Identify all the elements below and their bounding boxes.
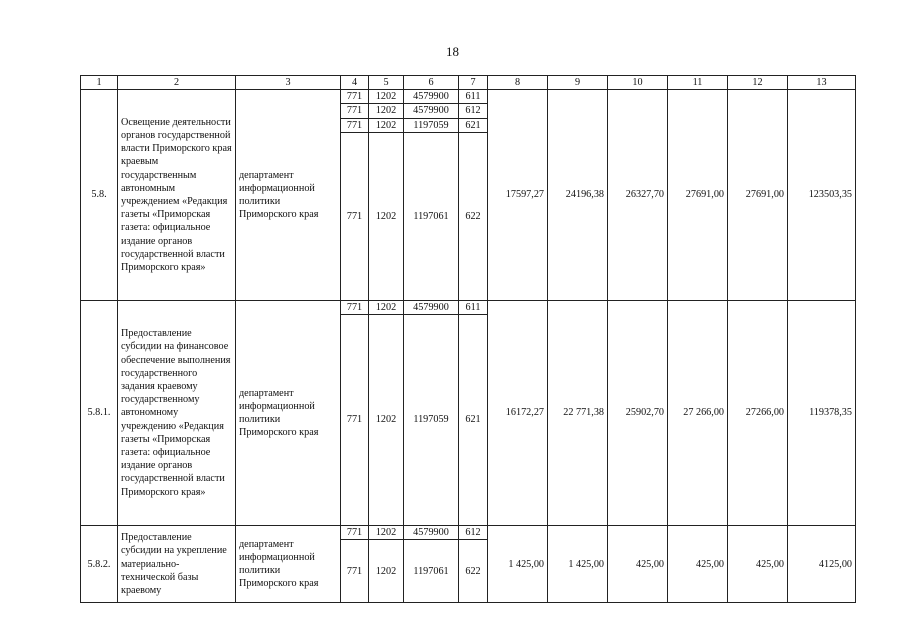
code-cell: 1197061 xyxy=(404,540,459,603)
value-cell: 1 425,00 xyxy=(488,526,548,603)
value-cell: 4125,00 xyxy=(788,526,856,603)
column-header: 1 xyxy=(81,76,118,90)
code-cell: 771 xyxy=(341,104,369,118)
value-cell: 1 425,00 xyxy=(548,526,608,603)
column-header: 12 xyxy=(728,76,788,90)
row-index: 5.8. xyxy=(81,90,118,301)
code-cell: 1202 xyxy=(369,300,404,314)
code-cell: 4579900 xyxy=(404,526,459,540)
row-index: 5.8.2. xyxy=(81,526,118,603)
code-cell: 1202 xyxy=(369,118,404,132)
column-header: 11 xyxy=(668,76,728,90)
value-cell: 26327,70 xyxy=(608,90,668,301)
value-cell: 425,00 xyxy=(608,526,668,603)
column-header: 13 xyxy=(788,76,856,90)
value-cell: 25902,70 xyxy=(608,300,668,525)
code-cell: 4579900 xyxy=(404,300,459,314)
column-header: 6 xyxy=(404,76,459,90)
code-cell: 771 xyxy=(341,540,369,603)
column-header: 2 xyxy=(118,76,236,90)
value-cell: 17597,27 xyxy=(488,90,548,301)
table-row xyxy=(81,90,856,104)
budget-table xyxy=(80,75,856,603)
value-cell: 27691,00 xyxy=(668,90,728,301)
code-cell: 1202 xyxy=(369,315,404,526)
value-cell: 425,00 xyxy=(728,526,788,603)
code-cell: 1197059 xyxy=(404,118,459,132)
code-cell: 611 xyxy=(459,90,488,104)
code-cell: 771 xyxy=(341,526,369,540)
code-cell: 1197061 xyxy=(404,132,459,300)
row-department: департамент информационной политики Приморского края xyxy=(236,526,341,603)
value-cell: 27266,00 xyxy=(728,300,788,525)
row-name: Освещение деятельности органов государственной власти Приморского края краевым государственным автономным учреждением «Редакция газеты «Приморская газета: официальное издание органов государственной власти Приморского края» xyxy=(118,90,236,301)
value-cell: 22 771,38 xyxy=(548,300,608,525)
row-index: 5.8.1. xyxy=(81,300,118,525)
code-cell: 621 xyxy=(459,315,488,526)
code-cell: 1202 xyxy=(369,526,404,540)
code-cell: 1202 xyxy=(369,104,404,118)
code-cell: 1202 xyxy=(369,132,404,300)
code-cell: 4579900 xyxy=(404,104,459,118)
code-cell: 771 xyxy=(341,300,369,314)
value-cell: 27 266,00 xyxy=(668,300,728,525)
code-cell: 611 xyxy=(459,300,488,314)
column-header: 7 xyxy=(459,76,488,90)
value-cell: 123503,35 xyxy=(788,90,856,301)
column-header: 9 xyxy=(548,76,608,90)
code-cell: 771 xyxy=(341,315,369,526)
page-number: 18 xyxy=(446,44,459,59)
value-cell: 119378,35 xyxy=(788,300,856,525)
code-cell: 771 xyxy=(341,90,369,104)
row-department: департамент информационной политики Приморского края xyxy=(236,90,341,301)
code-cell: 612 xyxy=(459,526,488,540)
row-name: Предоставление субсидии на финансовое обеспечение выполнения государственного задания краевому государственному автономному учреждению «Редакция газеты «Приморская газета: официальное издание органов государственной власти Приморского края» xyxy=(118,300,236,525)
code-cell: 622 xyxy=(459,132,488,300)
column-header: 8 xyxy=(488,76,548,90)
code-cell: 622 xyxy=(459,540,488,603)
column-header: 10 xyxy=(608,76,668,90)
value-cell: 16172,27 xyxy=(488,300,548,525)
row-department: департамент информационной политики Приморского края xyxy=(236,300,341,525)
code-cell: 1202 xyxy=(369,90,404,104)
table-row xyxy=(81,300,856,314)
table-header-row xyxy=(81,76,856,90)
code-cell: 612 xyxy=(459,104,488,118)
value-cell: 27691,00 xyxy=(728,90,788,301)
code-cell: 771 xyxy=(341,132,369,300)
value-cell: 24196,38 xyxy=(548,90,608,301)
column-header: 4 xyxy=(341,76,369,90)
code-cell: 771 xyxy=(341,118,369,132)
value-cell: 425,00 xyxy=(668,526,728,603)
code-cell: 1202 xyxy=(369,540,404,603)
table-row xyxy=(81,526,856,540)
column-header: 3 xyxy=(236,76,341,90)
column-header: 5 xyxy=(369,76,404,90)
row-name: Предоставление субсидии на укрепление материально-технической базы краевому xyxy=(118,526,236,603)
code-cell: 4579900 xyxy=(404,90,459,104)
code-cell: 1197059 xyxy=(404,315,459,526)
code-cell: 621 xyxy=(459,118,488,132)
